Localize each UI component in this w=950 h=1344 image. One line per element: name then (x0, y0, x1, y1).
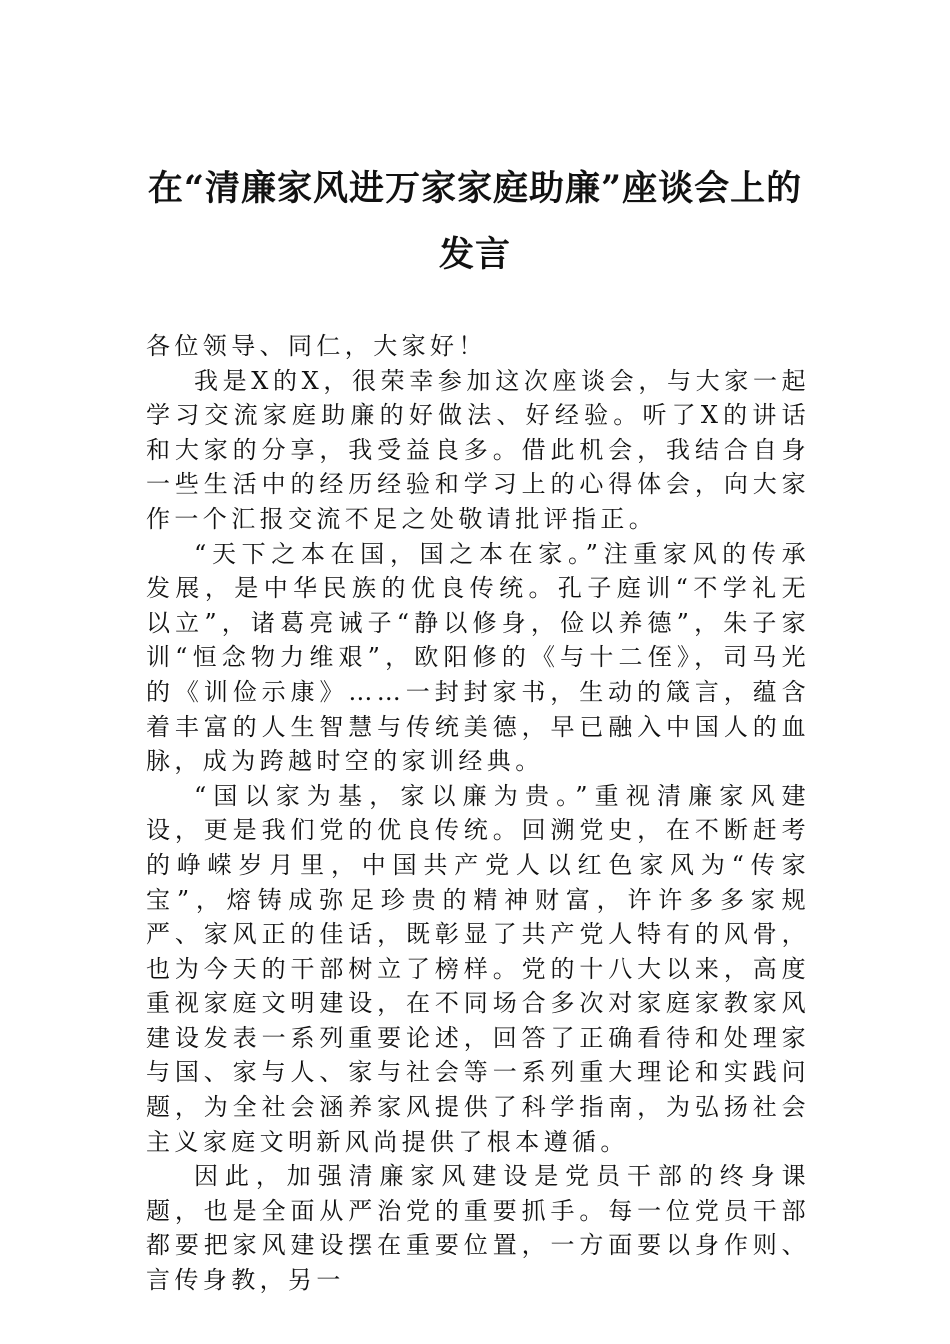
salutation: 各位领导、同仁，大家好！ (146, 332, 487, 360)
paragraph-1: 我是X的X，很荣幸参加这次座谈会，与大家一起学习交流家庭助廉的好做法、好经验。听了X的讲话和大家的分享，我受益良多。借此机会，我结合自身一些生活中的经历经验和学习上的心得体会，向大家作一个汇报交流不足之处敬请批评指正。 (146, 366, 810, 533)
paragraph-3: “国以家为基，家以廉为贵。”重视清廉家风建设，更是我们党的优良传统。回溯党史，在不断赶考的峥嵘岁月里，中国共产党人以红色家风为“传家宝”，熔铸成弥足珍贵的精神财富，许许多多家规严、家风正的佳话，既彰显了共产党人特有的风骨，也为今天的干部树立了榜样。党的十八大以来，高度重视家庭文明建设，在不同场合多次对家庭家教家风建设发表一系列重要论述，回答了正确看待和处理家与国、家与人、家与社会等一系列重大理论和实践问题，为全社会涵养家风提供了科学指南，为弘扬社会主义家庭文明新风尚提供了根本遵循。 (146, 781, 810, 1156)
document-title: 在“清廉家风进万家家庭助廉”座谈会上的发言 (147, 168, 803, 275)
paragraph-2: “天下之本在国，国之本在家。”注重家风的传承发展，是中华民族的优良传统。孔子庭训“不学礼无以立”，诸葛亮诫子“静以修身，俭以养德”，朱子家训“恒念物力维艰”，欧阳修的《与十二侄》，司马光的《训俭示康》……一封封家书，生动的箴言，蕴含着丰富的人生智慧与传统美德，早已融入中国人的血脉，成为跨越时空的家训经典。 (146, 539, 810, 776)
document-body (146, 329, 810, 1298)
paragraph-4: 因此，加强清廉家风建设是党员干部的终身课题，也是全面从严治党的重要抓手。每一位党员干部都要把家风建设摆在重要位置，一方面要以身作则、言传身教，另一 (146, 1162, 810, 1295)
